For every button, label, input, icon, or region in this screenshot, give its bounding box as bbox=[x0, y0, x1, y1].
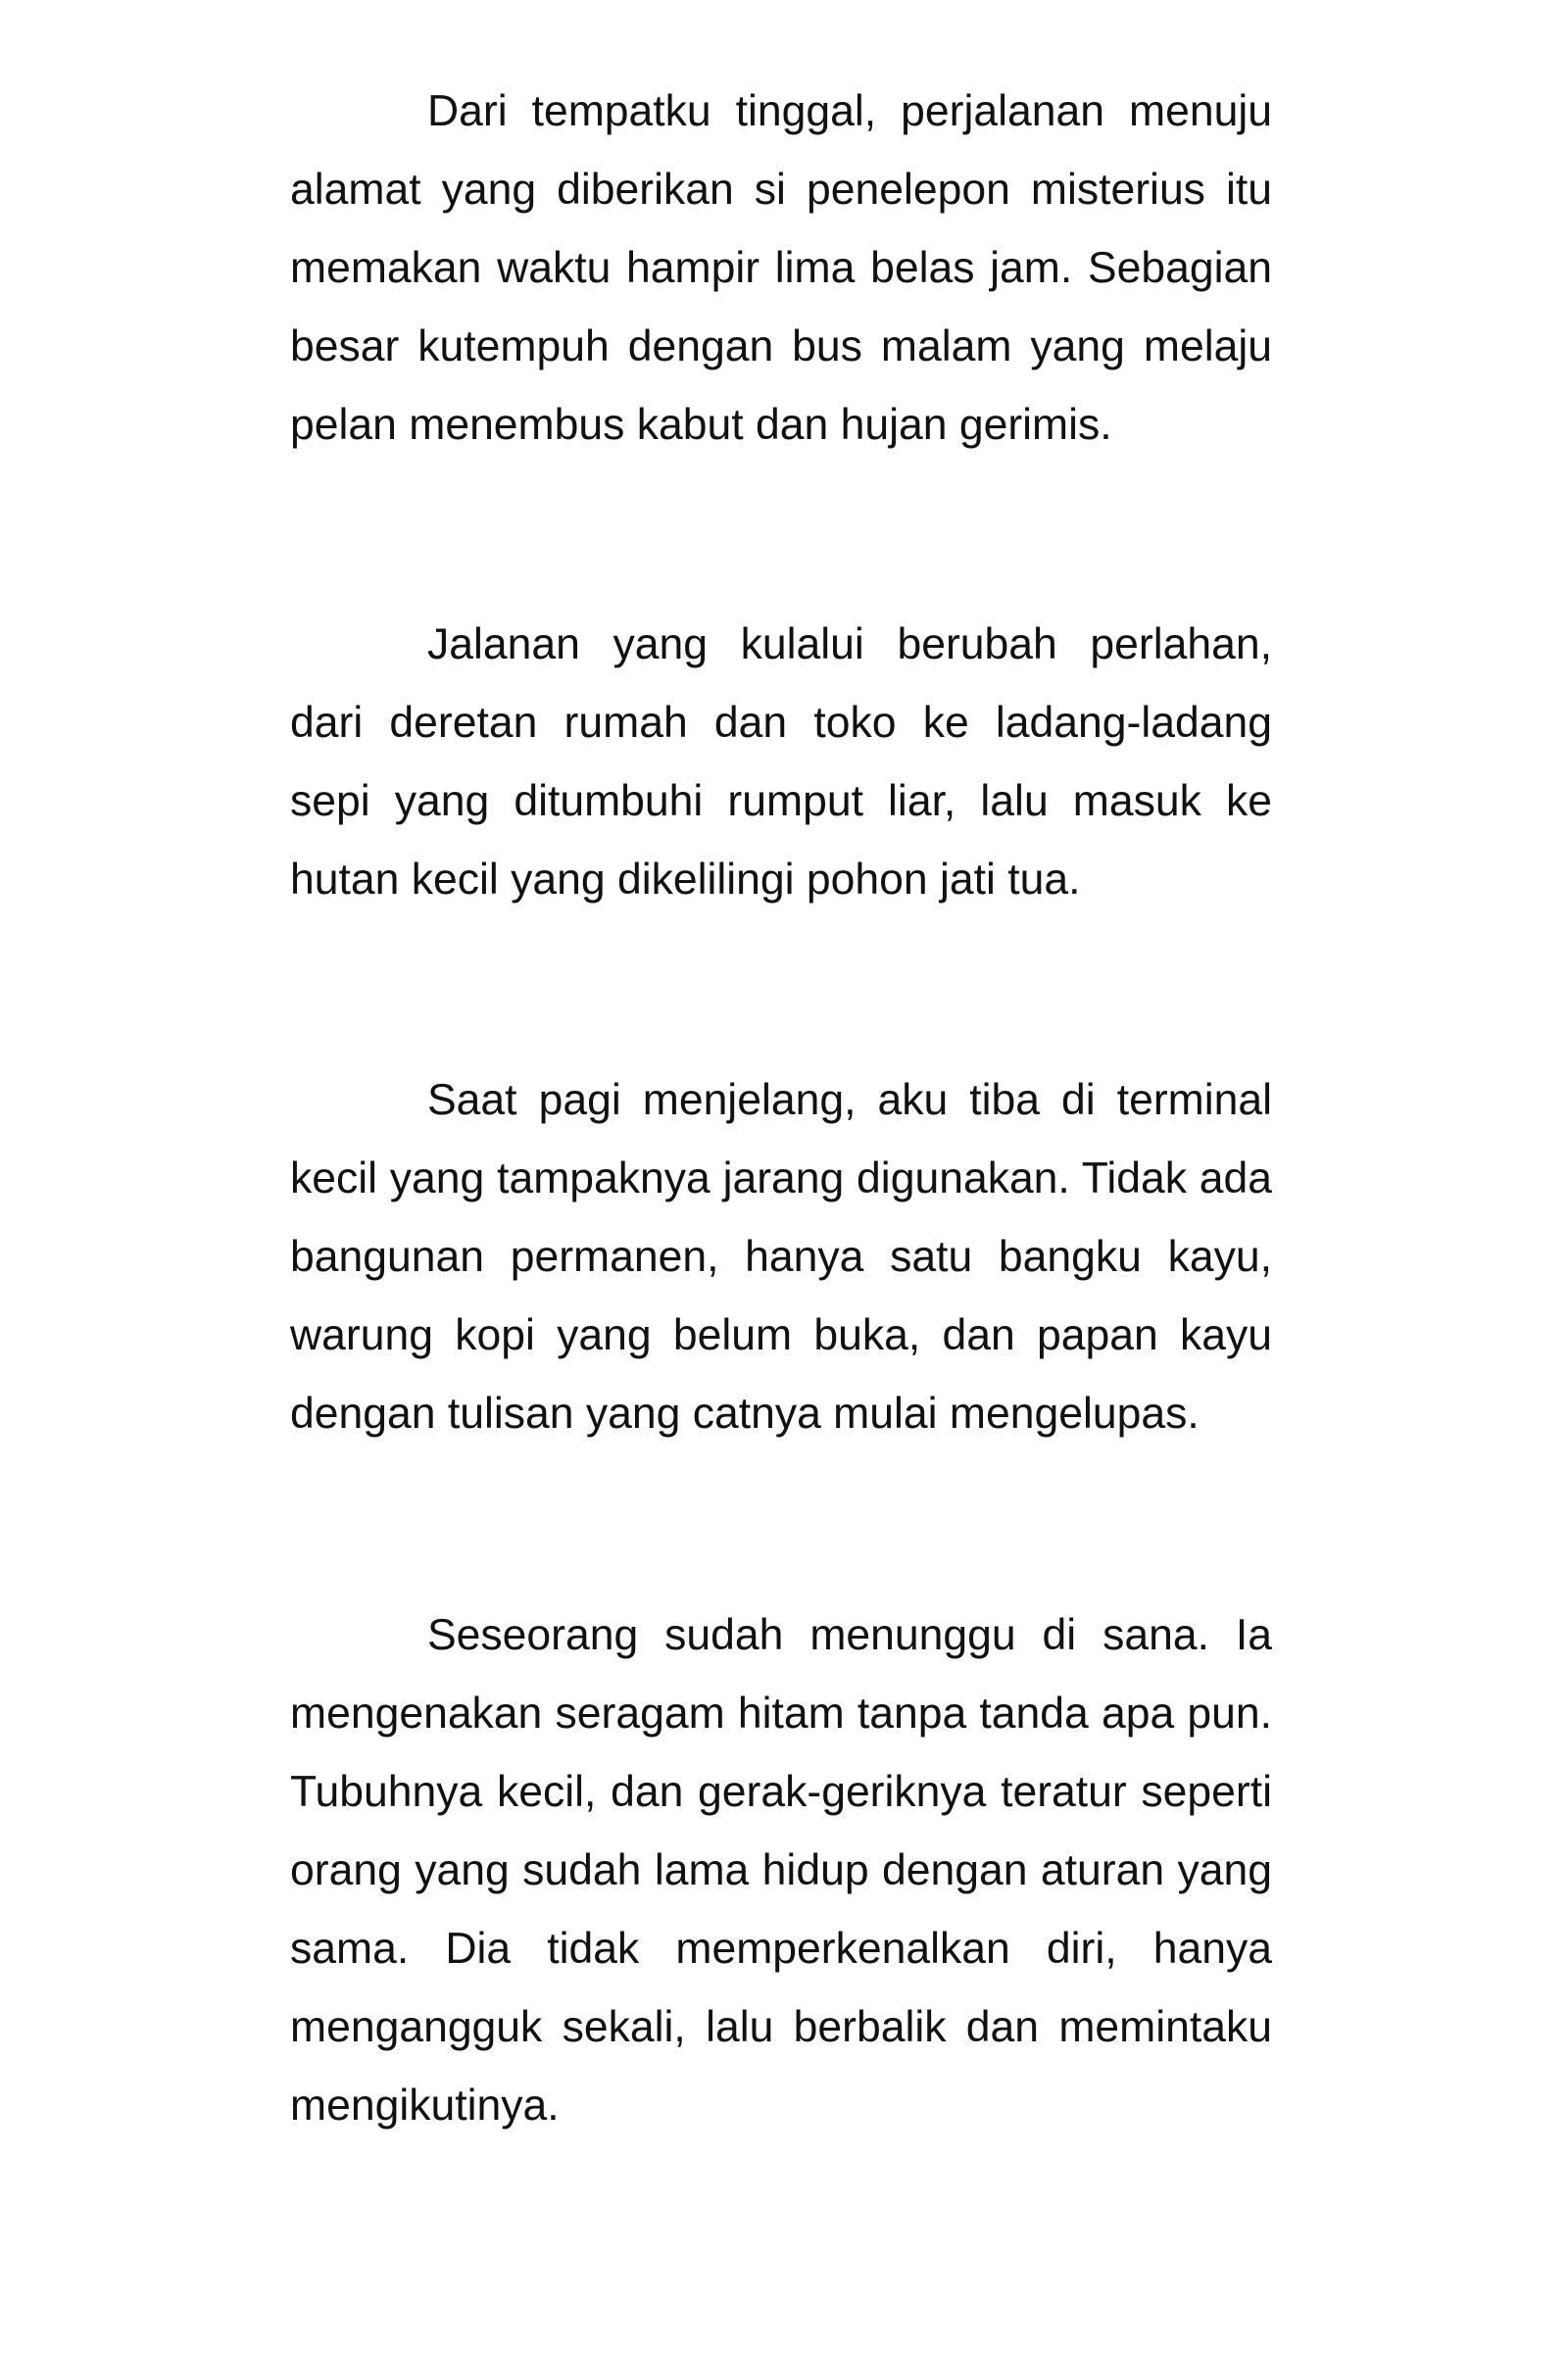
paragraph: Jalanan yang kulalui berubah perlahan, dari deretan rumah dan toko ke ladang-ladang sepi yang ditumbuhi rumput liar, lalu masuk ke hutan kecil yang dikelilingi pohon jati tua. bbox=[290, 620, 1272, 904]
paragraph: Seseorang sudah menunggu di sana. Ia mengenakan seragam hitam tanpa tanda apa pun. Tubuhnya kecil, dan gerak-geriknya teratur seperti orang yang sudah lama hidup dengan aturan yang sama. Dia tidak memperkenalkan diri, hanya mengangguk sekali, lalu berbalik dan memintaku mengikutinya. bbox=[290, 1611, 1272, 2130]
paragraph: Dari tempatku tinggal, perjalanan menuju alamat yang diberikan si penelepon misterius itu memakan waktu hampir lima belas jam. Sebagian besar kutempuh dengan bus malam yang melaju pelan menembus kabut dan hujan gerimis. bbox=[290, 87, 1272, 449]
paragraph: Saat pagi menjelang, aku tiba di terminal kecil yang tampaknya jarang digunakan. Tidak ada bangunan permanen, hanya satu bangku kayu, warung kopi yang belum buka, dan papan kayu dengan tulisan yang catnya mulai mengelupas. bbox=[290, 1076, 1272, 1438]
text-column bbox=[290, 73, 1272, 2145]
